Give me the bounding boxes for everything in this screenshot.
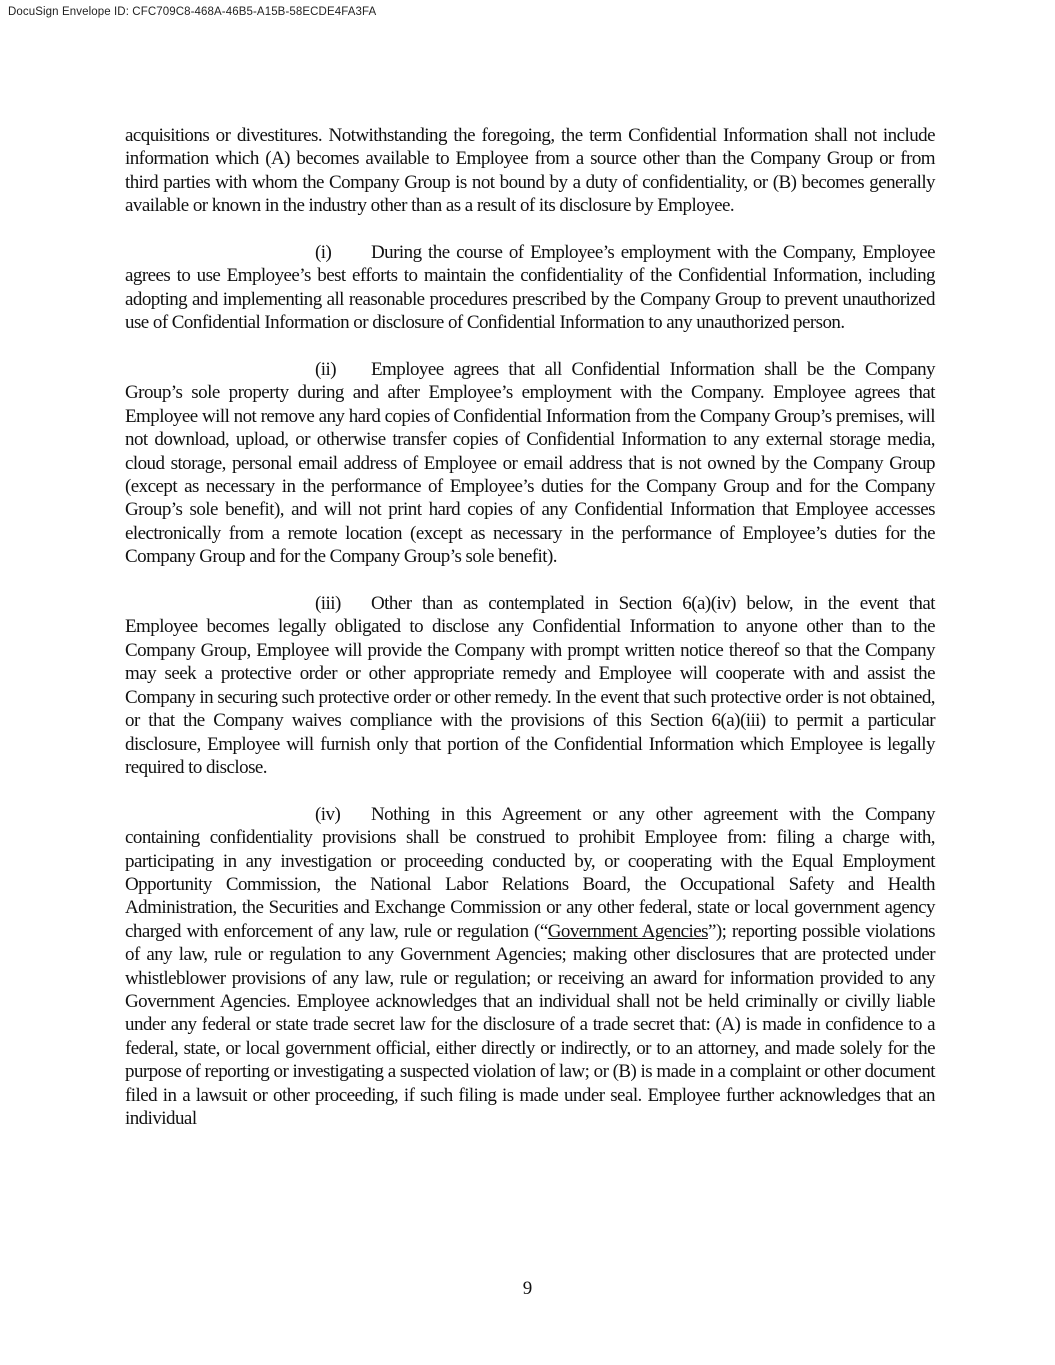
clause-iii	[125, 592, 935, 779]
clause-i	[125, 241, 935, 335]
clause-marker: (ii)	[315, 359, 337, 381]
defined-term: Government Agencies	[547, 920, 708, 942]
clause-text: Employee agrees that all Confidential Information shall be the Company Group’s sole property during and after Employee’s employment with the Company. Employee agrees that Employee will not remove any hard copies of Confidential Information from the Company Group’s premises, will not download, upload, or otherwise transfer copies of Confidential Information to any external storage media, cloud storage, personal email address of Employee or email address that is not owned by the Company Group (except as necessary in the performance of Employee’s duties for the Company Group and for the Company Group’s sole benefit), and will not print hard copies of any Confidential Information that Employee accesses electronically from a remote location (except as necessary in the performance of Employee’s duties for the Company Group and for the Company Group’s sole benefit).	[125, 359, 935, 568]
document-body	[125, 124, 935, 1154]
clause-ii	[125, 358, 935, 569]
intro-paragraph: acquisitions or divestitures. Notwithstanding the foregoing, the term Confidential Information shall not include information which (A) becomes available to Employee from a source other than the Company Group or from third parties with whom the Company Group is not bound by a duty of confidentiality, or (B) becomes generally available or known in the industry other than as a result of its disclosure by Employee.	[125, 125, 935, 217]
clause-marker: (i)	[315, 242, 332, 264]
page-number: 9	[522, 1278, 533, 1299]
clause-text: Nothing in this Agreement or any other agreement with the Company containing confidentiality provisions shall be construed to prohibit Employee from: filing a charge with, participating in any investigation or proceeding conducted by, or cooperating with the Equal Employment Opportunity Commission, the National Labor Relations Board, the Occupational Safety and Health Administration, the Securities and Exchange Commission or any other federal, state or local government agency charged with enforcement of any law, rule or regulation (“	[125, 803, 935, 942]
clause-text: Other than as contemplated in Section 6(a)(iv) below, in the event that Employee becomes legally obligated to disclose any Confidential Information to anyone other than to the Company Group, Employee will provide the Company with prompt written notice thereof so that the Company may seek a protective order or other appropriate remedy and Employee will cooperate with and assist the Company in securing such protective order or other remedy. In the event that such protective order is not obtained, or that the Company waives compliance with the provisions of this Section 6(a)(iii) to permit a particular disclosure, Employee will furnish only that portion of the Confidential Information which Employee is legally required to disclose.	[125, 593, 935, 778]
docusign-envelope-id: DocuSign Envelope ID: CFC709C8-468A-46B5-A15B-58ECDE4FA3FA	[8, 6, 377, 18]
clause-text: During the course of Employee’s employment with the Company, Employee agrees to use Employee’s best efforts to maintain the confidentiality of the Confidential Information, including adopting and implementing all reasonable procedures prescribed by the Company Group to prevent unauthorized use of Confidential Information or disclosure of Confidential Information to any unauthorized person.	[125, 242, 935, 334]
clause-marker: (iii)	[315, 593, 341, 615]
clause-text: ”); reporting possible violations of any law, rule or regulation to any Government Agencies; making other disclosures that are protected under whistleblower provisions of any law, rule or regulation; or receiving an award for information provided to any Government Agencies. Employee acknowledges that an individual shall not be held criminally or civilly liable under any federal or state trade secret law for the disclosure of a trade secret that: (A) is made in confidence to a federal, state, or local government official, either directly or indirectly, or to an attorney, and made solely for the purpose of reporting or investigating a suspected violation of law; or (B) is made in a complaint or other document filed in a lawsuit or other proceeding, if such filing is made under seal. Employee further acknowledges that an individual	[125, 920, 936, 1129]
clause-iv	[125, 803, 935, 1131]
clause-marker: (iv)	[315, 803, 341, 825]
